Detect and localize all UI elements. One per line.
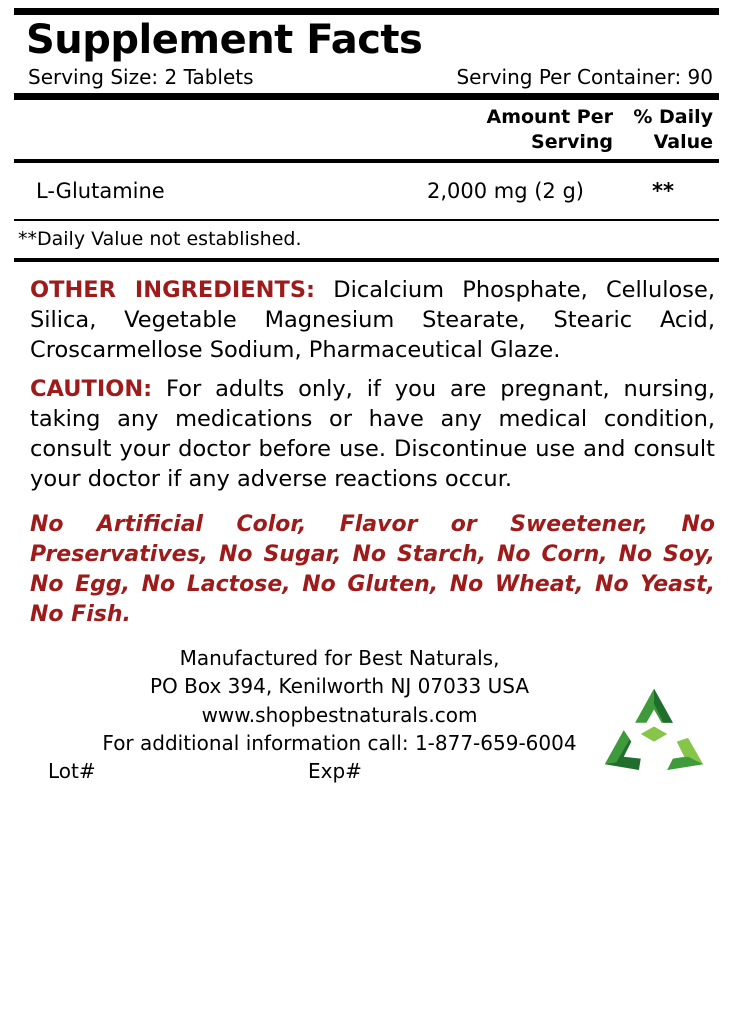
page-title: Supplement Facts — [26, 17, 423, 63]
column-header-dv-line2: Value — [653, 130, 713, 153]
column-header-amount-line2: Serving — [531, 130, 613, 153]
table-header-row — [14, 100, 719, 159]
divider-thick-top — [14, 93, 719, 100]
column-header-daily-value — [613, 105, 713, 154]
lot-number-label: Lot# — [48, 759, 96, 784]
other-ingredients-text: Dicalcium Phosphate, Cellulose, Silica, Vegetable Magnesium Stearate, Stearic Acid, Croscarmellose Sodium, Pharmaceutical Glaze. — [30, 277, 715, 363]
exp-date-label: Exp# — [307, 759, 362, 784]
recycle-icon — [595, 683, 713, 787]
divider-panel-bottom — [14, 258, 719, 262]
manufactured-for-line: Manufactured for Best Naturals, — [179, 645, 500, 670]
column-header-amount — [398, 105, 613, 154]
column-header-amount-line1: Amount Per — [486, 106, 613, 128]
phone-line: For additional information call: 1-877-659-6004 — [102, 730, 577, 755]
caution-text: For adults only, if you are pregnant, nursing, taking any medications or have any medical condition, consult your doctor before use. Discontinue use and consult your doctor if any adverse reactions occur. — [30, 376, 715, 492]
nutrient-amount: 2,000 mg (2 g) — [426, 179, 584, 204]
serving-size: Serving Size: 2 Tablets — [28, 65, 254, 89]
table-row — [14, 163, 719, 219]
other-ingredients-block — [14, 276, 719, 365]
caution-heading: CAUTION: — [30, 376, 153, 403]
address-line: PO Box 394, Kenilworth NJ 07033 USA — [149, 674, 530, 699]
free-from-claims: No Artificial Color, Flavor or Sweetener, No Preservatives, No Sugar, No Starch, No Corn, No Soy, No Egg, No Lactose, No Gluten, No Wheat, No Yeast, No Fish. — [30, 512, 715, 627]
daily-value-footnote: **Daily Value not established. — [18, 228, 302, 251]
column-header-dv-line1: % Daily — [633, 106, 713, 128]
footer — [14, 644, 719, 784]
website-line[interactable]: www.shopbestnaturals.com — [201, 702, 478, 727]
supplement-facts-panel — [14, 8, 719, 262]
nutrient-daily-value: ** — [652, 179, 674, 204]
caution-block — [14, 375, 719, 494]
other-ingredients-heading: OTHER INGREDIENTS: — [30, 277, 316, 304]
serving-info-row — [28, 65, 717, 89]
nutrient-name: L-Glutamine — [36, 179, 165, 204]
servings-per-container: Serving Per Container: 90 — [456, 65, 713, 89]
